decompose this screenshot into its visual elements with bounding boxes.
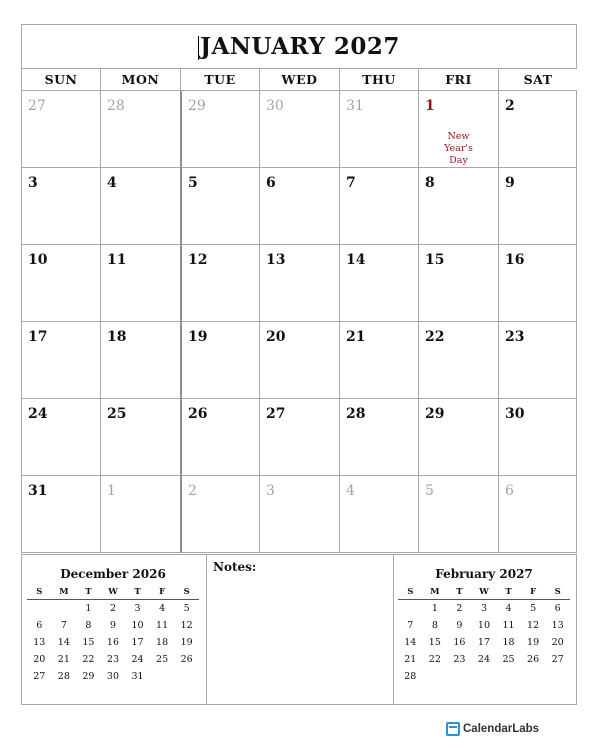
- day-number: 20: [266, 329, 286, 345]
- mini-next-table: [398, 584, 570, 685]
- mini-calendar-next: [398, 567, 570, 685]
- mini-day: 1: [85, 603, 92, 614]
- mini-weekday-header: T: [76, 584, 101, 600]
- mini-day: 18: [156, 637, 169, 648]
- day-cell[interactable]: [180, 168, 259, 245]
- day-number: 28: [346, 406, 366, 422]
- mini-day: 22: [82, 654, 95, 665]
- mini-day: 14: [404, 637, 417, 648]
- weekday-header: SUN: [21, 68, 100, 91]
- mini-calendar-prev: [27, 567, 199, 685]
- day-number: 5: [188, 175, 198, 191]
- weekday-header: SAT: [498, 68, 577, 91]
- mini-day: 26: [527, 654, 540, 665]
- mini-day: 5: [183, 603, 190, 614]
- mini-day: 19: [180, 637, 193, 648]
- day-number: 31: [346, 98, 364, 114]
- mini-day: [27, 600, 52, 618]
- day-cell[interactable]: [100, 168, 180, 245]
- mini-day: [545, 668, 570, 685]
- mini-weekday-header: F: [521, 584, 546, 600]
- mini-day: 6: [36, 620, 43, 631]
- day-number: 3: [28, 175, 38, 191]
- day-number: 13: [266, 252, 286, 268]
- day-number: 4: [346, 483, 355, 499]
- day-cell[interactable]: [498, 91, 577, 168]
- mini-day: 17: [477, 637, 491, 648]
- mini-day: 9: [456, 620, 463, 631]
- weekday-header: TUE: [180, 68, 259, 91]
- mini-day: 11: [156, 620, 169, 631]
- brand-logo[interactable]: [446, 719, 539, 739]
- day-number: 30: [505, 406, 525, 422]
- day-cell[interactable]: [259, 91, 339, 168]
- day-number: 27: [28, 98, 46, 114]
- day-cell[interactable]: [100, 476, 180, 553]
- mini-day: 23: [453, 654, 466, 665]
- mini-day: 20: [33, 654, 46, 665]
- mini-day: 2: [456, 603, 463, 614]
- mini-weekday-header: S: [27, 584, 52, 600]
- day-number: 30: [266, 98, 284, 114]
- day-number: 6: [266, 175, 276, 191]
- mini-day: 3: [134, 603, 141, 614]
- mini-day: 15: [82, 637, 95, 648]
- day-number: 16: [505, 252, 525, 268]
- day-cell[interactable]: [339, 322, 418, 399]
- day-number: 14: [346, 252, 366, 268]
- day-number: 7: [346, 175, 356, 191]
- day-number: 31: [28, 483, 48, 499]
- day-cell[interactable]: [21, 322, 100, 399]
- day-number: 28: [107, 98, 125, 114]
- day-cell[interactable]: [418, 91, 498, 168]
- mini-day: [447, 668, 472, 685]
- month-title: [21, 24, 577, 68]
- month-title-text: JANUARY 2027: [200, 33, 400, 60]
- weekday-header: MON: [100, 68, 180, 91]
- day-cell[interactable]: [259, 399, 339, 476]
- day-number: 21: [346, 329, 366, 345]
- day-cell[interactable]: [418, 245, 498, 322]
- mini-day: 9: [109, 620, 116, 631]
- day-number: 18: [107, 329, 127, 345]
- mini-weekday-header: S: [174, 584, 199, 600]
- day-cell[interactable]: [339, 245, 418, 322]
- mini-weekday-header: W: [101, 584, 126, 600]
- weekday-header: FRI: [418, 68, 498, 91]
- mini-day: 28: [57, 671, 70, 682]
- day-cell[interactable]: [100, 245, 180, 322]
- mini-day: 13: [551, 620, 564, 631]
- mini-day: 22: [428, 654, 441, 665]
- day-cell[interactable]: [498, 168, 577, 245]
- mini-day: 8: [431, 620, 438, 631]
- mini-day: [150, 668, 175, 685]
- mini-day: 10: [131, 620, 144, 631]
- day-number: 1: [425, 98, 435, 114]
- mini-day: 5: [530, 603, 537, 614]
- day-number: 24: [28, 406, 48, 422]
- mini-day: 26: [180, 654, 193, 665]
- day-number: 4: [107, 175, 117, 191]
- mini-day: [398, 600, 423, 618]
- day-number: 12: [188, 252, 208, 268]
- day-number: 2: [505, 98, 515, 114]
- mini-day: 2: [109, 603, 116, 614]
- mini-weekday-header: S: [398, 584, 423, 600]
- day-cell[interactable]: [180, 399, 259, 476]
- mini-weekday-header: M: [52, 584, 77, 600]
- day-cell[interactable]: [498, 399, 577, 476]
- day-number: 23: [505, 329, 525, 345]
- mini-day: 24: [131, 654, 144, 665]
- mini-day: 3: [480, 603, 487, 614]
- day-cell[interactable]: [21, 91, 100, 168]
- mini-day: [496, 668, 521, 685]
- day-number: 15: [425, 252, 445, 268]
- day-cell[interactable]: [259, 168, 339, 245]
- mini-weekday-header: S: [545, 584, 570, 600]
- weekday-header: THU: [339, 68, 418, 91]
- mini-day: 8: [85, 620, 92, 631]
- day-number: 5: [425, 483, 434, 499]
- day-cell[interactable]: [339, 168, 418, 245]
- day-number: 19: [188, 329, 208, 345]
- mini-day: 18: [502, 637, 515, 648]
- day-number: 1: [107, 483, 116, 499]
- mini-day: 4: [159, 603, 166, 614]
- day-cell[interactable]: [180, 91, 259, 168]
- mini-day: 30: [106, 671, 120, 682]
- day-cell[interactable]: [259, 476, 339, 553]
- mini-weekday-header: T: [447, 584, 472, 600]
- mini-day: 11: [502, 620, 515, 631]
- day-number: 8: [425, 175, 435, 191]
- mini-day: [521, 668, 546, 685]
- mini-weekday-header: T: [496, 584, 521, 600]
- mini-day: 16: [106, 637, 120, 648]
- calendar-icon: [446, 722, 460, 736]
- day-number: 6: [505, 483, 514, 499]
- day-cell[interactable]: [498, 245, 577, 322]
- day-cell[interactable]: [418, 168, 498, 245]
- mini-day: 25: [156, 654, 169, 665]
- mini-day: [174, 668, 199, 685]
- brand-name: CalendarLabs: [463, 723, 540, 735]
- calendar-page: [21, 24, 577, 705]
- day-number: 29: [188, 98, 206, 114]
- mini-day: 13: [33, 637, 46, 648]
- notes-label: Notes:: [213, 560, 257, 574]
- day-cell[interactable]: [21, 476, 100, 553]
- mini-weekday-header: F: [150, 584, 175, 600]
- mini-day: [472, 668, 497, 685]
- mini-next-title: February 2027: [435, 567, 533, 581]
- day-number: 11: [107, 252, 127, 268]
- mini-day: 27: [551, 654, 564, 665]
- day-number: 2: [188, 483, 197, 499]
- text-cursor: [198, 36, 199, 60]
- day-number: 10: [28, 252, 48, 268]
- day-cell[interactable]: [180, 476, 259, 553]
- day-cell[interactable]: [418, 399, 498, 476]
- day-cell[interactable]: [21, 168, 100, 245]
- weekday-header: WED: [259, 68, 339, 91]
- mini-day: 25: [502, 654, 515, 665]
- mini-weekday-header: W: [472, 584, 497, 600]
- mini-day: 21: [404, 654, 417, 665]
- mini-prev-table: [27, 584, 199, 685]
- mini-day: 31: [131, 671, 144, 682]
- day-cell[interactable]: [100, 91, 180, 168]
- mini-day: 1: [431, 603, 438, 614]
- day-cell[interactable]: [498, 476, 577, 553]
- mini-day: 24: [477, 654, 491, 665]
- day-cell[interactable]: [339, 399, 418, 476]
- mini-day: 16: [453, 637, 466, 648]
- mini-day: 4: [505, 603, 512, 614]
- day-number: 29: [425, 406, 445, 422]
- day-cell[interactable]: [21, 245, 100, 322]
- mini-day: [52, 600, 77, 618]
- day-cell[interactable]: [100, 399, 180, 476]
- mini-day: 19: [527, 637, 540, 648]
- mini-weekday-header: M: [423, 584, 448, 600]
- mini-day: 23: [106, 654, 120, 665]
- day-number: 3: [266, 483, 275, 499]
- mini-day: 10: [477, 620, 491, 631]
- mini-day: 28: [404, 671, 417, 682]
- mini-weekday-header: T: [125, 584, 150, 600]
- mini-day: 29: [82, 671, 95, 682]
- mini-day: 27: [33, 671, 46, 682]
- day-number: 17: [28, 329, 48, 345]
- day-cell[interactable]: [418, 322, 498, 399]
- mini-day: 12: [180, 620, 193, 631]
- day-cell[interactable]: [259, 322, 339, 399]
- mini-day: [423, 668, 448, 685]
- day-cell[interactable]: [100, 322, 180, 399]
- mini-prev-title: December 2026: [60, 567, 166, 581]
- month-grid: [21, 68, 577, 553]
- mini-day: 7: [60, 620, 67, 631]
- day-number: 26: [188, 406, 208, 422]
- mini-day: 14: [57, 637, 70, 648]
- day-number: 9: [505, 175, 515, 191]
- mini-day: 12: [527, 620, 540, 631]
- bottom-section: [21, 554, 577, 705]
- day-cell[interactable]: [259, 245, 339, 322]
- day-cell[interactable]: [498, 322, 577, 399]
- day-cell[interactable]: [21, 399, 100, 476]
- day-cell[interactable]: [180, 322, 259, 399]
- mini-day: 15: [428, 637, 441, 648]
- day-number: 27: [266, 406, 286, 422]
- mini-day: 21: [57, 654, 70, 665]
- notes-area[interactable]: [206, 555, 394, 704]
- mini-day: 20: [551, 637, 564, 648]
- day-number: 25: [107, 406, 127, 422]
- mini-day: 6: [554, 603, 561, 614]
- day-cell[interactable]: [339, 91, 418, 168]
- holiday-label: New Year's Day: [444, 131, 473, 166]
- day-cell[interactable]: [180, 245, 259, 322]
- day-cell[interactable]: [339, 476, 418, 553]
- mini-day: 7: [407, 620, 414, 631]
- mini-day: 17: [131, 637, 144, 648]
- day-number: 22: [425, 329, 445, 345]
- day-cell[interactable]: [418, 476, 498, 553]
